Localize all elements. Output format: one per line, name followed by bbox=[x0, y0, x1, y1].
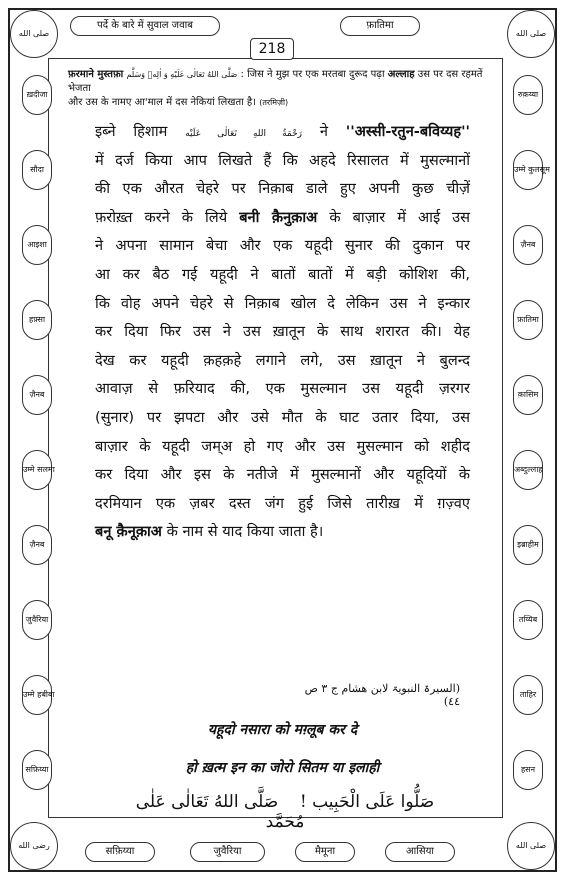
body-line: ने अपना सामान बेचा और एक यहूदी सुनार की दुकान पर bbox=[95, 237, 470, 255]
body-line: देख कर यहूदी क़हक़हे लगाने लगे, उस ख़ातून ने बुलन्द bbox=[95, 351, 470, 369]
left-medallion: ज़ैनब bbox=[22, 375, 52, 415]
left-medallion: जुवैरिया bbox=[22, 600, 52, 640]
footer-tab: सफ़िय्या bbox=[85, 842, 155, 862]
left-medallion: आइशा bbox=[22, 225, 52, 265]
corner-medallion-top-left: صلى الله bbox=[10, 10, 58, 58]
notice-text-1: : जिस ने मुझ पर एक मरतबा दुरूद पढ़ा bbox=[240, 69, 385, 80]
right-medallion: रुक़य्या bbox=[513, 75, 543, 115]
right-medallion: तय्यिब bbox=[513, 600, 543, 640]
poem-line-1: यहूदो नसारा को मग़्लूब कर दे bbox=[207, 722, 358, 738]
footer-tab: जुवैरिया bbox=[190, 842, 265, 862]
right-medallion: उम्मे कुलसूम bbox=[513, 150, 543, 190]
right-medallion: इब्राहीम bbox=[513, 525, 543, 565]
left-medallion: उम्मे हबीबा bbox=[22, 675, 52, 715]
main-body-text bbox=[95, 118, 470, 547]
durood-right: صَلُّوا عَلَى الْحَبِيب ! bbox=[299, 792, 435, 812]
body-line: की एक औरत चेहरे पर निक़ाब डाले हुए अपनी कुछ चीज़ें bbox=[95, 180, 470, 198]
notice-label: फ़रमाने मुस्तफ़ा bbox=[68, 69, 124, 80]
source-reference: (السیرۃ النبویۃ لابن ھشام ج ۳ ص ٤٤) bbox=[304, 682, 460, 708]
corner-medallion-top-right: صلى الله bbox=[507, 10, 555, 58]
body-line bbox=[95, 118, 470, 147]
body-text-span: के बाज़ार में आई उस bbox=[329, 208, 471, 226]
body-line: बाज़ार के यहूदी जम्अ हो गए और उस मुसल्मान को शहीद bbox=[95, 437, 470, 455]
durood-line bbox=[125, 792, 445, 832]
body-arabic-span: رَحْمَةُ اللهِ تَعَالٰى عَلَيْه bbox=[185, 129, 303, 139]
notice-arabic: صَلَّى اللهُ تَعَالٰى عَلَيْهِ وَ اٰلِهٖ وَسَلَّم bbox=[126, 70, 238, 79]
right-medallion: ज़ैनब bbox=[513, 225, 543, 265]
notice-allah: अल्लाह bbox=[387, 69, 415, 80]
page-number: 218 bbox=[250, 38, 294, 60]
body-line: आवाज़ से फ़रियाद की, एक मुसल्मान उस यहूदी ज़रगर bbox=[95, 380, 470, 398]
left-medallion: ख़दीजा bbox=[22, 75, 52, 115]
body-text-span: फ़रोख़्त करने के लिये bbox=[95, 208, 228, 226]
left-medallion: ज़ैनब bbox=[22, 525, 52, 565]
body-line: (सुनार) पर झपटा और उसे मौत के घाट उतार दिया, उस bbox=[95, 408, 470, 426]
right-medallion: अब्दुल्लाह bbox=[513, 450, 543, 490]
body-text-span: के नाम से याद किया जाता है। bbox=[166, 523, 324, 541]
body-line bbox=[95, 518, 470, 547]
notice-text-2: उस पर दस रहमतें भेजता bbox=[68, 69, 483, 94]
header-book-title: पर्दे के बारे में सुवाल जवाब bbox=[70, 16, 220, 36]
corner-medallion-bottom-left: رضی الله bbox=[10, 822, 58, 870]
body-line: कर दिया और इस के नतीजे में मुसल्मानों और यहूदियों के bbox=[95, 466, 470, 484]
body-line: में दर्ज किया आप लिखते हैं कि अहदे रिसालत में मुसल्मानों bbox=[95, 151, 470, 169]
tribe-name-bold: बनी क़ैनुक़ाअ bbox=[239, 208, 318, 226]
body-text-span: ने bbox=[319, 123, 328, 140]
notice-source: (तरमिज़ी) bbox=[259, 98, 289, 107]
body-line bbox=[95, 204, 470, 233]
body-line: आ कर बैठ गई यहूदी ने बातों बातों में बड़ी कोशिश की, bbox=[95, 265, 470, 283]
right-medallion: हसन bbox=[513, 750, 543, 790]
left-medallion: उम्मे सलमा bbox=[22, 450, 52, 490]
body-line: दरमियान एक ज़बर दस्त जंग हुई जिसे तारीख़ में ग़ज़्वए bbox=[95, 494, 470, 512]
left-medallion: हफ़्सा bbox=[22, 300, 52, 340]
right-medallion: ताहिर bbox=[513, 675, 543, 715]
left-medallion: सफ़िय्या bbox=[22, 750, 52, 790]
header-tab-right: फ़ातिमा bbox=[340, 16, 420, 36]
right-medallion: फ़ातिमा bbox=[513, 300, 543, 340]
right-medallion: क़ासिम bbox=[513, 375, 543, 415]
body-line: कर दिया फिर उस ने उस ख़ातून के साथ शरारत की। येह bbox=[95, 323, 470, 341]
durood-left: صَلَّى اللهُ تَعَالٰى عَلٰى مُحَمَّد bbox=[135, 792, 305, 832]
notice-text-3: और उस के नामए आ'माल में दस नेकियां लिखता है। bbox=[68, 97, 257, 108]
left-medallion: सौदा bbox=[22, 150, 52, 190]
footer-tab: आसिया bbox=[385, 842, 455, 862]
footer-tab: मैमूना bbox=[295, 842, 355, 862]
poem-line-2: हो ख़त्म इन का जोरो सितम या इलाही bbox=[185, 760, 380, 776]
book-name-bold: ''अस्सी-रतुन-बविय्यह'' bbox=[345, 123, 471, 140]
corner-medallion-bottom-right: صلى الله bbox=[507, 822, 555, 870]
body-line: कि वोह अपने चेहरे से निक़ाब खोल दे लेकिन उस ने इन्कार bbox=[95, 294, 470, 312]
tribe-name-bold: बनू क़ैनूक़ाअ bbox=[95, 523, 162, 541]
farmane-mustafa-notice bbox=[68, 68, 498, 110]
body-text-span: इब्ने हिशाम bbox=[95, 123, 168, 140]
